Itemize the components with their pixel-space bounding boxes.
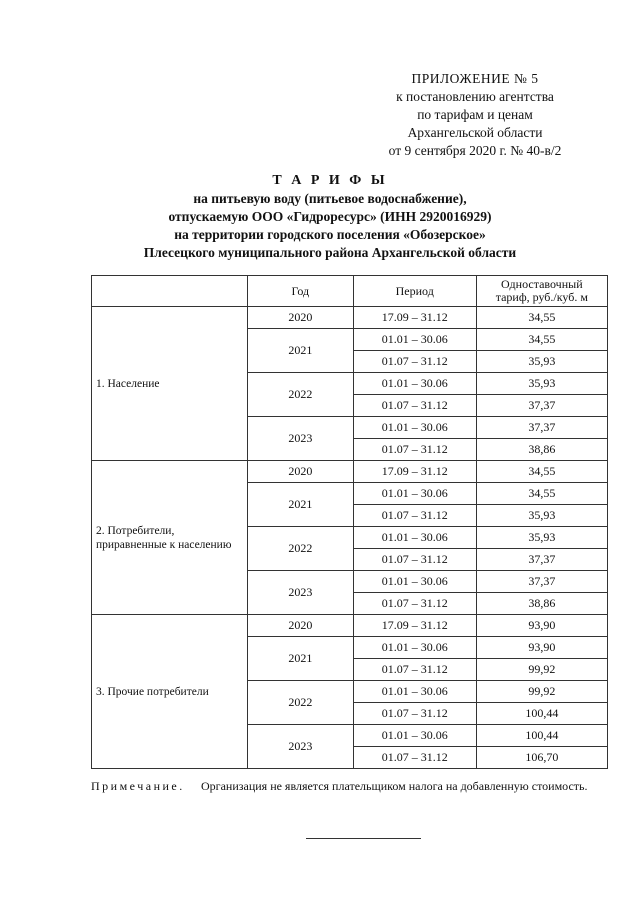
appendix-line: Архангельской области: [407, 125, 543, 140]
tariff-cell: 37,37: [476, 417, 607, 439]
table-row: [92, 461, 608, 483]
tariff-table: [91, 275, 608, 769]
header-year: Год: [247, 276, 353, 307]
year-cell: 2022: [247, 681, 353, 725]
period-cell: 01.07 – 31.12: [353, 747, 476, 769]
heading-line: отпускаемую ООО «Гидроресурс» (ИНН 2920016929): [168, 209, 492, 224]
period-cell: 01.07 – 31.12: [353, 351, 476, 373]
tariff-cell: 34,55: [476, 483, 607, 505]
tariff-cell: 37,37: [476, 395, 607, 417]
table-body: [92, 307, 608, 769]
period-cell: 17.09 – 31.12: [353, 615, 476, 637]
tariff-cell: 38,86: [476, 439, 607, 461]
tariff-cell: 38,86: [476, 593, 607, 615]
period-cell: 01.01 – 30.06: [353, 373, 476, 395]
period-cell: 17.09 – 31.12: [353, 461, 476, 483]
year-cell: 2020: [247, 307, 353, 329]
heading-line: Плесецкого муниципального района Архангельской области: [143, 245, 517, 260]
heading-line: на территории городского поселения «Обозерское»: [174, 227, 486, 242]
period-cell: 01.01 – 30.06: [353, 637, 476, 659]
appendix-title: ПРИЛОЖЕНИЕ № 5: [411, 71, 539, 86]
period-cell: 01.01 – 30.06: [353, 417, 476, 439]
header-tariff: [476, 276, 607, 307]
period-cell: 01.07 – 31.12: [353, 549, 476, 571]
tariff-cell: 99,92: [476, 681, 607, 703]
period-cell: 01.07 – 31.12: [353, 439, 476, 461]
tariff-cell: 99,92: [476, 659, 607, 681]
period-cell: 01.01 – 30.06: [353, 329, 476, 351]
year-cell: 2021: [247, 637, 353, 681]
tariff-cell: 37,37: [476, 571, 607, 593]
year-cell: 2020: [247, 615, 353, 637]
header-period: Период: [353, 276, 476, 307]
tariff-cell: 93,90: [476, 637, 607, 659]
closing-rule: [306, 838, 421, 839]
period-cell: 01.01 – 30.06: [353, 681, 476, 703]
tariff-cell: 35,93: [476, 527, 607, 549]
tariff-cell: 106,70: [476, 747, 607, 769]
tariff-cell: 34,55: [476, 461, 607, 483]
note: [91, 778, 591, 794]
period-cell: 01.07 – 31.12: [353, 659, 476, 681]
period-cell: 01.07 – 31.12: [353, 395, 476, 417]
tariff-cell: 100,44: [476, 725, 607, 747]
year-cell: 2020: [247, 461, 353, 483]
year-cell: 2022: [247, 373, 353, 417]
period-cell: 01.01 – 30.06: [353, 725, 476, 747]
period-cell: 17.09 – 31.12: [353, 307, 476, 329]
year-cell: 2023: [247, 417, 353, 461]
period-cell: 01.07 – 31.12: [353, 505, 476, 527]
period-cell: 01.01 – 30.06: [353, 571, 476, 593]
tariff-cell: 34,55: [476, 307, 607, 329]
table-row: [92, 615, 608, 637]
tariff-cell: 35,93: [476, 505, 607, 527]
category-cell: 1. Население: [92, 307, 248, 461]
document-title: Т А Р И Ф Ы: [272, 173, 388, 188]
period-cell: 01.01 – 30.06: [353, 483, 476, 505]
table-header-row: [92, 276, 608, 307]
heading-line: на питьевую воду (питьевое водоснабжение),: [193, 191, 467, 206]
appendix-line: по тарифам и ценам: [417, 107, 533, 122]
header-tariff-line1: Одноставочный: [501, 277, 583, 291]
year-cell: 2021: [247, 329, 353, 373]
year-cell: 2022: [247, 527, 353, 571]
appendix-date: от 9 сентября 2020 г. № 40-в/2: [388, 143, 562, 158]
year-cell: 2023: [247, 725, 353, 769]
tariff-cell: 34,55: [476, 329, 607, 351]
note-text: Организация не является плательщиком налога на добавленную стоимость.: [201, 779, 588, 793]
appendix-block: [360, 70, 590, 160]
tariff-cell: 35,93: [476, 373, 607, 395]
tariff-cell: 37,37: [476, 549, 607, 571]
period-cell: 01.01 – 30.06: [353, 527, 476, 549]
header-tariff-line2: тариф, руб./куб. м: [495, 290, 588, 304]
period-cell: 01.07 – 31.12: [353, 703, 476, 725]
year-cell: 2023: [247, 571, 353, 615]
tariff-cell: 93,90: [476, 615, 607, 637]
table-row: [92, 307, 608, 329]
document-heading: [60, 172, 600, 262]
year-cell: 2021: [247, 483, 353, 527]
tariff-cell: 35,93: [476, 351, 607, 373]
note-label: Примечание.: [91, 779, 185, 793]
tariff-cell: 100,44: [476, 703, 607, 725]
appendix-line: к постановлению агентства: [396, 89, 554, 104]
category-cell: 3. Прочие потребители: [92, 615, 248, 769]
period-cell: 01.07 – 31.12: [353, 593, 476, 615]
category-cell: 2. Потребители, приравненные к населению: [92, 461, 248, 615]
header-category: [92, 276, 248, 307]
